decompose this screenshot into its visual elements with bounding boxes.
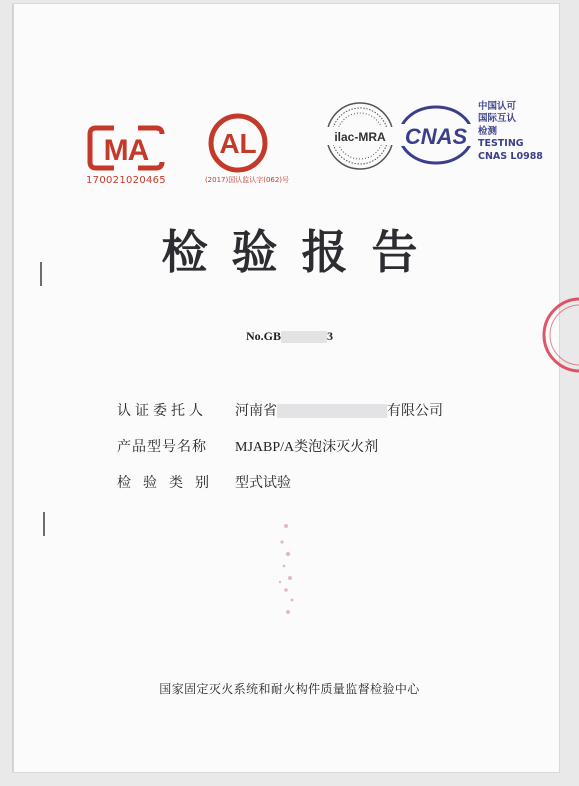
report-number-suffix: 3 [327,329,334,343]
binding-mark [43,512,45,536]
field-value: MJABP/A类泡沫灭火剂 [235,440,379,455]
redaction-block [277,404,387,418]
cnas-line: TESTING [478,138,524,150]
field-value-suffix: 有限公司 [387,403,443,419]
field-row-client [117,400,443,420]
field-value: 型式试验 [235,475,291,491]
field-row-product [117,436,378,456]
cnas-line: 检测 [478,125,498,137]
cnas-accreditation-text [478,101,543,163]
field-label: 检验类别 [117,475,221,491]
ilac-mra-text: ilac-MRA [334,130,386,144]
cnas-logo [396,104,476,166]
cma-number: 170021020465 [86,175,166,186]
cal-caption: (2017)国认监认字(062)号 [204,176,290,184]
cnas-line: 国际互认 [478,113,517,125]
cnas-logo-text: CNAS [404,124,468,149]
report-title: 检验报告 [161,225,442,279]
seal-stamp [540,295,579,375]
cnas-line: CNAS L0988 [478,150,543,162]
cma-logo-text: MA [103,134,149,167]
redaction-block [281,331,327,343]
issuer-name: 国家固定灭火系统和耐火构件质量监督检验中心 [159,682,420,696]
field-label: 认证委托人 [117,403,207,419]
field-label: 产品型号名称 [117,439,207,455]
cal-logo-text: AL [219,128,257,159]
report-number [246,329,333,344]
field-row-test-type [117,472,291,492]
cma-logo [86,124,166,172]
ilac-mra-logo [322,99,398,173]
report-number-prefix: No.GB [246,329,282,343]
cnas-line: 中国认可 [478,101,517,112]
stamp-smudge [272,520,302,620]
cal-logo [207,112,269,174]
field-value-prefix: 河南省 [235,403,277,419]
